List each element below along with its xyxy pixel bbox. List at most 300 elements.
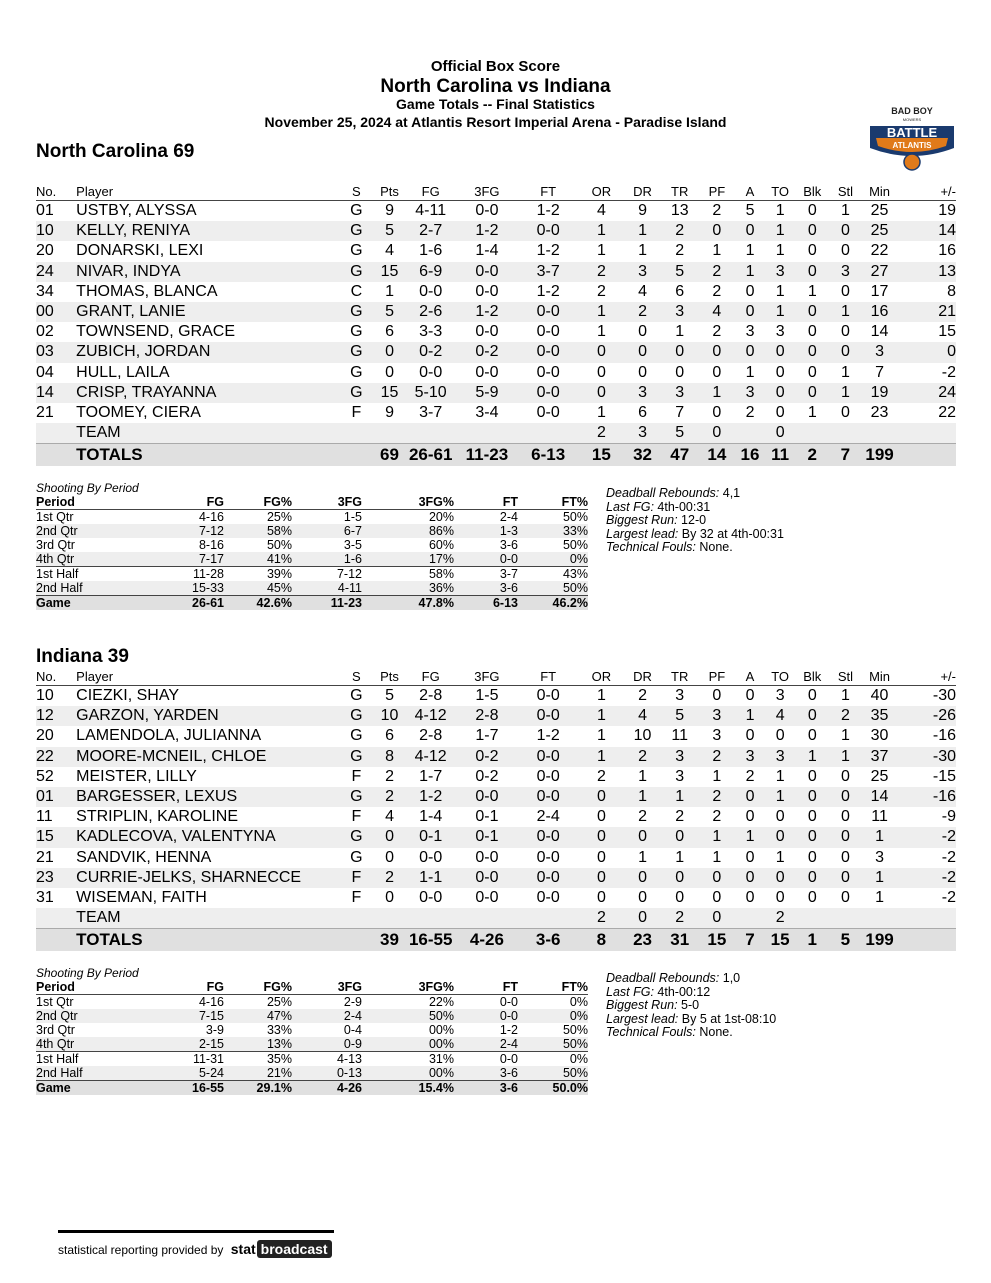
column-header: PF xyxy=(699,182,735,201)
column-header: No. xyxy=(36,667,76,686)
stat-cell: 1 xyxy=(807,403,817,421)
shooting-cell: 00% xyxy=(428,1023,454,1037)
shooting-cell: 11-31 xyxy=(106,1052,224,1067)
total-cell: 5 xyxy=(829,929,861,952)
note-line xyxy=(606,514,784,528)
stat-cell: 3 xyxy=(661,383,699,403)
stat-cell: 0-0 xyxy=(518,827,578,847)
stat-cell: NIVAR, INDYA xyxy=(76,262,339,282)
player-row xyxy=(36,282,956,302)
stat-cell: 0-0 xyxy=(536,363,560,381)
stat-cell: 1 xyxy=(675,848,685,866)
shooting-cell: 0-4 xyxy=(343,1023,362,1037)
stat-cell xyxy=(829,908,861,929)
stat-cell: 0 xyxy=(775,403,785,421)
note-line xyxy=(606,1026,776,1040)
shooting-cell: 4-16 xyxy=(198,995,224,1009)
stat-cell: 0 xyxy=(829,221,861,241)
stat-cell: 2 xyxy=(745,403,755,421)
stat-cell: 0 xyxy=(661,868,699,888)
note-line xyxy=(606,986,776,1000)
totals-row xyxy=(36,929,956,952)
game-shooting-row xyxy=(36,596,588,611)
stat-cell: 2 xyxy=(699,787,735,807)
column-header: Min xyxy=(861,182,897,201)
stat-cell: 0 xyxy=(578,383,624,403)
stat-cell: G xyxy=(339,706,373,726)
note-line xyxy=(606,541,784,555)
stat-cell: 0-0 xyxy=(475,848,499,866)
player-row xyxy=(36,767,956,787)
shooting-cell: 1st Qtr xyxy=(36,510,74,524)
stat-cell: -2 xyxy=(941,848,956,866)
note-label: Last FG: xyxy=(606,499,654,514)
stat-cell: 0 xyxy=(735,342,765,362)
doc-title: Official Box Score xyxy=(430,58,561,75)
stat-cell: TOWNSEND, GRACE xyxy=(76,323,235,341)
total-cell: 11-23 xyxy=(456,444,518,467)
stat-cell: 25 xyxy=(870,202,889,220)
shooting-cell: 50% xyxy=(562,538,588,552)
note-label: Technical Fouls: xyxy=(606,540,696,555)
stat-cell: MOORE-MCNEIL, CHLOE xyxy=(76,747,339,767)
stat-cell: 1-1 xyxy=(406,868,456,888)
stat-cell: 5 xyxy=(385,687,394,705)
stat-cell: 0 xyxy=(373,827,405,847)
stat-cell xyxy=(898,423,956,444)
stat-cell: 0 xyxy=(745,888,755,906)
stat-cell: 6-9 xyxy=(406,262,456,282)
stat-cell: 6 xyxy=(675,282,685,300)
stat-cell: 0-0 xyxy=(475,282,499,300)
stat-cell: 0 xyxy=(840,888,850,906)
stat-cell: 6 xyxy=(385,727,394,745)
total-cell: 47 xyxy=(661,444,699,467)
total-cell: 8 xyxy=(578,929,624,952)
totals-row xyxy=(36,444,956,467)
shooting-column-header: Period xyxy=(36,495,106,510)
shooting-cell: 2-9 xyxy=(343,995,362,1009)
column-header: OR xyxy=(578,182,624,201)
stat-cell: 0-2 xyxy=(406,342,456,362)
shooting-cell: 31% xyxy=(362,1052,454,1067)
stat-cell: 9 xyxy=(638,202,648,220)
stat-cell: 3 xyxy=(745,323,755,341)
stat-cell: 0 xyxy=(745,282,755,300)
stat-cell: 4 xyxy=(596,202,606,220)
total-cell: 14 xyxy=(699,444,735,467)
player-row xyxy=(36,403,956,423)
stat-cell: 1-2 xyxy=(536,282,560,300)
stat-cell: 0 xyxy=(765,342,795,362)
shooting-cell: 15.4% xyxy=(362,1081,454,1096)
player-row xyxy=(36,807,956,827)
shooting-cell: 3rd Qtr xyxy=(36,1023,75,1037)
shooting-cell: 1st Qtr xyxy=(36,995,74,1009)
player-row xyxy=(36,423,956,444)
stat-cell: 2 xyxy=(373,787,405,807)
period-row xyxy=(36,524,588,538)
note-value: 12-0 xyxy=(677,513,707,528)
shooting-cell: 3-6 xyxy=(499,538,518,552)
team-notes-north-carolina xyxy=(606,487,784,555)
shooting-cell: 7-15 xyxy=(106,1009,224,1023)
stat-cell: G xyxy=(339,342,373,362)
stat-cell: 0 xyxy=(807,242,817,260)
stat-cell xyxy=(861,908,897,929)
shooting-cell: 3-6 xyxy=(454,1066,518,1081)
total-cell: 15 xyxy=(699,929,735,952)
shooting-cell: 0% xyxy=(518,1052,588,1067)
stat-cell: 0-0 xyxy=(419,363,443,381)
stat-cell: 6 xyxy=(638,403,648,421)
column-header: +/- xyxy=(898,182,956,201)
stat-cell: G xyxy=(339,302,373,322)
stat-cell: 1-4 xyxy=(475,242,499,260)
stat-cell: 0 xyxy=(638,888,648,906)
box-header-row xyxy=(36,667,956,686)
stat-cell: 15 xyxy=(373,262,405,282)
stat-cell: 0 xyxy=(638,323,648,341)
stat-cell: -16 xyxy=(932,727,956,745)
shooting-header-row xyxy=(36,980,588,995)
player-row xyxy=(36,787,956,807)
shooting-cell: 1-5 xyxy=(343,510,362,524)
stat-cell: 1-5 xyxy=(475,687,499,705)
shooting-column-header: FG xyxy=(106,495,224,510)
column-header: Pts xyxy=(373,182,405,201)
stat-cell: F xyxy=(351,403,362,421)
note-line xyxy=(606,528,784,542)
player-row xyxy=(36,383,956,403)
shooting-cell: 3-7 xyxy=(454,567,518,582)
shooting-cell: 2-15 xyxy=(106,1037,224,1052)
note-value: By 5 at 1st-08:10 xyxy=(678,1011,777,1026)
period-row xyxy=(36,995,588,1010)
shooting-cell: 21% xyxy=(224,1066,292,1081)
stat-cell: 1 xyxy=(596,323,606,341)
note-value: 4,1 xyxy=(719,486,741,500)
stat-cell: G xyxy=(339,827,373,847)
stat-cell: 10 xyxy=(373,706,405,726)
period-row xyxy=(36,552,588,567)
stat-cell: 1 xyxy=(775,848,785,866)
stat-cell: WISEMAN, FAITH xyxy=(76,888,207,906)
stat-cell: 3-7 xyxy=(518,262,578,282)
stat-cell: 2 xyxy=(373,868,405,888)
total-cell: 7 xyxy=(735,929,765,952)
stat-cell: 0 xyxy=(795,787,829,807)
stat-cell: 1-2 xyxy=(536,202,560,220)
stat-cell: 27 xyxy=(861,262,897,282)
stat-cell: 4-11 xyxy=(415,202,447,220)
stat-cell: 0 xyxy=(385,848,394,866)
stat-cell: 3 xyxy=(661,747,699,767)
stat-cell: 2-8 xyxy=(419,727,443,745)
total-cell: 11 xyxy=(765,444,795,467)
shooting-cell: 13% xyxy=(224,1037,292,1052)
stat-cell: 0 xyxy=(807,767,817,785)
player-row xyxy=(36,827,956,847)
shooting-cell: 2-4 xyxy=(454,1037,518,1052)
stat-cell: 4 xyxy=(638,282,648,300)
stat-cell: 2 xyxy=(675,808,685,826)
note-label: Technical Fouls: xyxy=(606,1025,696,1040)
stat-cell xyxy=(735,908,765,929)
stat-cell: 0-0 xyxy=(456,868,518,888)
stat-cell: 0 xyxy=(385,363,394,381)
stat-cell: TEAM xyxy=(76,423,339,444)
shooting-cell: 4th Qtr xyxy=(36,552,106,567)
shooting-caption: Shooting By Period xyxy=(36,966,139,980)
stat-cell: 5 xyxy=(661,262,699,282)
stat-cell: C xyxy=(350,282,363,300)
stat-cell: 0 xyxy=(624,827,660,847)
stat-cell: G xyxy=(339,747,373,767)
stat-cell: 0-1 xyxy=(406,827,456,847)
stat-cell: 5 xyxy=(373,302,405,322)
stat-cell: G xyxy=(339,787,373,807)
matchup-title: North Carolina vs Indiana xyxy=(380,76,611,97)
stat-cell: MEISTER, LILLY xyxy=(76,767,197,785)
column-header: TO xyxy=(765,667,795,686)
shooting-cell: 00% xyxy=(362,1066,454,1081)
column-header: TR xyxy=(661,667,699,686)
shooting-column-header: 3FG xyxy=(292,495,362,510)
total-cell: 32 xyxy=(624,444,660,467)
stat-cell: 4-12 xyxy=(406,706,456,726)
stat-cell: 1 xyxy=(661,787,699,807)
shooting-cell: 2nd Half xyxy=(36,581,106,596)
stat-cell: 0 xyxy=(675,888,685,906)
stat-cell: 0 xyxy=(840,242,850,260)
stat-cell: DONARSKI, LEXI xyxy=(76,242,204,260)
player-row xyxy=(36,241,956,261)
stat-cell xyxy=(829,423,861,444)
shooting-cell: 2nd Half xyxy=(36,1066,106,1081)
stat-cell: TEAM xyxy=(76,908,339,929)
stat-cell: 0 xyxy=(795,706,829,726)
stat-cell: 3 xyxy=(675,687,685,705)
stat-cell: 0-0 xyxy=(419,848,443,866)
total-cell: 15 xyxy=(765,929,795,952)
stat-cell: 1-2 xyxy=(536,242,560,260)
shooting-header-row xyxy=(36,495,588,510)
shooting-cell: 1-6 xyxy=(292,552,362,567)
stat-cell: 0 xyxy=(373,342,405,362)
shooting-cell: 0% xyxy=(518,1009,588,1023)
shooting-cell: 3-9 xyxy=(205,1023,224,1037)
note-line xyxy=(606,501,784,515)
shooting-column-header: Period xyxy=(36,980,106,995)
stat-cell: BARGESSER, LEXUS xyxy=(76,787,339,807)
stat-cell: 0 xyxy=(661,342,699,362)
stat-cell: 1 xyxy=(829,302,861,322)
stat-cell: 2 xyxy=(765,908,795,929)
stat-cell: 1 xyxy=(596,242,606,260)
shooting-cell: 50% xyxy=(518,1066,588,1081)
stat-cell: THOMAS, BLANCA xyxy=(76,282,218,300)
stat-cell: 0 xyxy=(829,342,861,362)
stat-cell: 0 xyxy=(795,868,829,888)
player-row xyxy=(36,908,956,929)
shooting-cell: 7-12 xyxy=(106,524,224,538)
stat-cell: 2 xyxy=(624,747,660,767)
shooting-cell: 0% xyxy=(569,995,588,1009)
shooting-cell: 50% xyxy=(562,1023,588,1037)
stat-cell: 3 xyxy=(661,302,699,322)
subtitle: Game Totals -- Final Statistics xyxy=(396,96,595,112)
total-cell: 31 xyxy=(661,929,699,952)
stat-cell: 0 xyxy=(578,868,624,888)
stat-cell: 3 xyxy=(712,727,722,745)
stat-cell: 2 xyxy=(661,908,699,929)
column-header: Stl xyxy=(829,667,861,686)
period-row xyxy=(36,581,588,596)
column-header: A xyxy=(735,182,765,201)
stat-cell: -2 xyxy=(898,827,956,847)
stat-cell: 24 xyxy=(898,383,956,403)
shooting-column-header: FG% xyxy=(224,495,292,510)
stat-cell: 2 xyxy=(578,423,624,444)
stat-cell: 1 xyxy=(840,687,850,705)
stat-cell: 3 xyxy=(624,423,660,444)
stat-cell: 3 xyxy=(624,262,660,282)
stat-cell: 1 xyxy=(775,242,785,260)
player-row xyxy=(36,322,956,342)
shooting-cell: 6-7 xyxy=(292,524,362,538)
total-cell: 199 xyxy=(861,444,897,467)
period-row xyxy=(36,510,588,525)
stat-cell: 0 xyxy=(578,827,624,847)
footer-text: statistical reporting provided by xyxy=(58,1243,224,1257)
note-value: 4th-00:31 xyxy=(653,499,711,514)
stat-cell: 1 xyxy=(596,727,606,745)
stat-cell: 01 xyxy=(36,202,54,220)
stat-cell: 25 xyxy=(870,767,889,785)
stat-cell: 5 xyxy=(661,423,699,444)
stat-cell: 2 xyxy=(661,221,699,241)
stat-cell: USTBY, ALYSSA xyxy=(76,202,197,220)
stat-cell: 15 xyxy=(373,383,405,403)
stat-cell: 0 xyxy=(807,202,817,220)
stat-cell: 0 xyxy=(638,363,648,381)
shooting-cell: 3-5 xyxy=(343,538,362,552)
shooting-cell: 50% xyxy=(518,581,588,596)
stat-cell: 1-6 xyxy=(419,242,443,260)
stat-cell: 3 xyxy=(765,262,795,282)
shooting-column-header: FT xyxy=(454,495,518,510)
stat-cell: 0 xyxy=(765,827,795,847)
stat-cell: 0 xyxy=(596,363,606,381)
stat-cell: 21 xyxy=(36,403,54,421)
column-header: FT xyxy=(518,182,578,201)
stat-cell: 1 xyxy=(807,282,817,300)
stat-cell: 2 xyxy=(712,808,722,826)
total-cell: 69 xyxy=(373,444,405,467)
stat-cell: 0 xyxy=(795,827,829,847)
stat-cell: 23 xyxy=(36,868,76,888)
shooting-cell: 39% xyxy=(224,567,292,582)
stat-cell: 1-7 xyxy=(419,767,443,785)
stat-cell: 0 xyxy=(624,342,660,362)
stat-cell: -2 xyxy=(898,868,956,888)
stat-cell: 0 xyxy=(624,868,660,888)
stat-cell: 0 xyxy=(712,363,722,381)
stat-cell: 1 xyxy=(765,302,795,322)
stat-cell: 1 xyxy=(638,848,648,866)
shooting-cell: 2-4 xyxy=(499,510,518,524)
stat-cell: 3-3 xyxy=(419,323,443,341)
note-label: Deadball Rebounds: xyxy=(606,486,720,500)
stat-cell: 0 xyxy=(795,262,829,282)
stat-cell: -15 xyxy=(932,767,956,785)
column-header: OR xyxy=(578,667,624,686)
column-header: TR xyxy=(661,182,699,201)
stat-cell: 31 xyxy=(36,888,54,906)
stat-cell: 0-0 xyxy=(518,221,578,241)
stat-cell: 2 xyxy=(596,282,606,300)
stat-cell: G xyxy=(339,383,373,403)
shooting-cell: 22% xyxy=(428,995,454,1009)
stat-cell: 14 xyxy=(36,383,76,403)
stat-cell: 1-7 xyxy=(475,727,499,745)
stat-cell: 11 xyxy=(871,808,888,826)
shooting-cell: 4th Qtr xyxy=(36,1037,106,1052)
stat-cell: 2 xyxy=(699,262,735,282)
stat-cell: 1-2 xyxy=(406,787,456,807)
column-header: FG xyxy=(406,182,456,201)
stat-cell: 0 xyxy=(840,848,850,866)
stat-cell: 0-0 xyxy=(518,747,578,767)
stat-cell: 0-0 xyxy=(536,848,560,866)
stat-cell xyxy=(795,908,829,929)
stat-cell: 13 xyxy=(670,202,689,220)
stat-cell: 0-1 xyxy=(456,827,518,847)
stat-cell: 0 xyxy=(775,363,785,381)
shooting-cell: 58% xyxy=(224,524,292,538)
stat-cell: 15 xyxy=(938,323,956,341)
total-cell xyxy=(898,444,956,467)
stat-cell: 0 xyxy=(578,787,624,807)
stat-cell: 0 xyxy=(699,423,735,444)
column-header: Stl xyxy=(829,182,861,201)
stat-cell: 2 xyxy=(578,908,624,929)
stat-cell: 0-0 xyxy=(475,323,499,341)
box-score-table-north-carolina xyxy=(36,182,956,466)
stat-cell: 22 xyxy=(938,403,956,421)
total-cell xyxy=(36,929,76,952)
stat-cell: 2-7 xyxy=(406,221,456,241)
stat-cell: 0 xyxy=(385,888,394,906)
stat-cell: 0-0 xyxy=(536,888,560,906)
stat-cell: 9 xyxy=(385,403,394,421)
stat-cell: 0 xyxy=(829,827,861,847)
shooting-cell: 3-6 xyxy=(454,1081,518,1096)
stat-cell xyxy=(735,423,765,444)
stat-cell: CIEZKI, SHAY xyxy=(76,687,180,705)
stat-cell: CRISP, TRAYANNA xyxy=(76,383,339,403)
shooting-cell: 47.8% xyxy=(362,596,454,611)
stat-cell: 1 xyxy=(712,242,722,260)
stat-cell: 2 xyxy=(675,242,685,260)
stat-cell: 10 xyxy=(36,221,76,241)
stat-cell: F xyxy=(351,888,362,906)
stat-cell: -2 xyxy=(941,888,956,906)
stat-cell: 1-2 xyxy=(456,221,518,241)
shooting-column-header: FG xyxy=(106,980,224,995)
shooting-column-header: FT xyxy=(454,980,518,995)
